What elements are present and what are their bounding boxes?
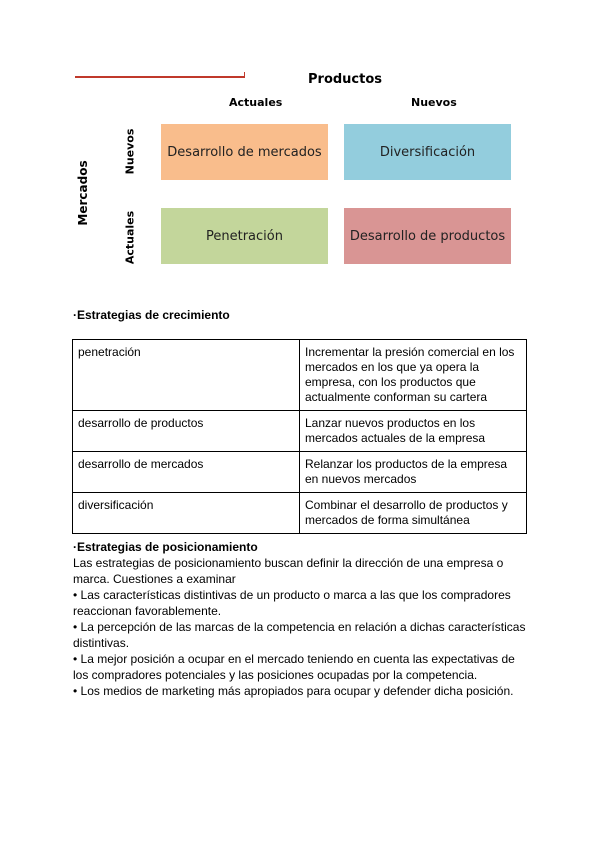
matrix-cell-desarrollo-productos: Desarrollo de productos xyxy=(344,208,511,264)
strategy-name: desarrollo de mercados xyxy=(73,452,300,493)
table-row xyxy=(73,493,527,534)
decorative-red-line xyxy=(75,76,245,78)
positioning-intro: Las estrategias de posicionamiento buscan definir la dirección de una empresa o marca. Cuestiones a examinar xyxy=(73,556,504,586)
table-row xyxy=(73,452,527,493)
row-axis-title: Mercados xyxy=(76,160,90,226)
table-row xyxy=(73,411,527,452)
col-header-actuales: Actuales xyxy=(229,96,283,109)
positioning-body xyxy=(73,555,533,699)
col-header-nuevos: Nuevos xyxy=(411,96,457,109)
positioning-bullet: • La percepción de las marcas de la competencia en relación a dichas características distintivas. xyxy=(73,620,526,650)
matrix-cell-desarrollo-mercados: Desarrollo de mercados xyxy=(161,124,328,180)
growth-strategies-table xyxy=(72,339,527,534)
growth-heading: ·Estrategias de crecimiento xyxy=(73,308,230,322)
strategy-description: Lanzar nuevos productos en los mercados actuales de la empresa xyxy=(300,411,527,452)
matrix-cell-penetracion: Penetración xyxy=(161,208,328,264)
row-header-actuales: Actuales xyxy=(123,210,137,265)
strategy-name: diversificación xyxy=(73,493,300,534)
strategy-description: Combinar el desarrollo de productos y mercados de forma simultánea xyxy=(300,493,527,534)
matrix-cell-diversificacion: Diversificación xyxy=(344,124,511,180)
row-header-nuevos: Nuevos xyxy=(123,128,137,175)
table-row xyxy=(73,340,527,411)
positioning-heading: ·Estrategias de posicionamiento xyxy=(73,540,258,554)
strategy-name: desarrollo de productos xyxy=(73,411,300,452)
positioning-bullet: • La mejor posición a ocupar en el mercado teniendo en cuenta las expectativas de los compradores potenciales y las posiciones ocupadas por la competencia. xyxy=(73,652,515,682)
strategy-name: penetración xyxy=(73,340,300,411)
strategy-description: Relanzar los productos de la empresa en nuevos mercados xyxy=(300,452,527,493)
positioning-bullet: • Las características distintivas de un producto o marca a las que los compradores reaccionan favorablemente. xyxy=(73,588,511,618)
decorative-red-tick xyxy=(244,72,245,78)
positioning-bullet: • Los medios de marketing más apropiados para ocupar y defender dicha posición. xyxy=(73,684,514,698)
strategy-description: Incrementar la presión comercial en los mercados en los que ya opera la empresa, con los productos que actualmente conforman su cartera xyxy=(300,340,527,411)
matrix-title: Productos xyxy=(308,72,383,87)
